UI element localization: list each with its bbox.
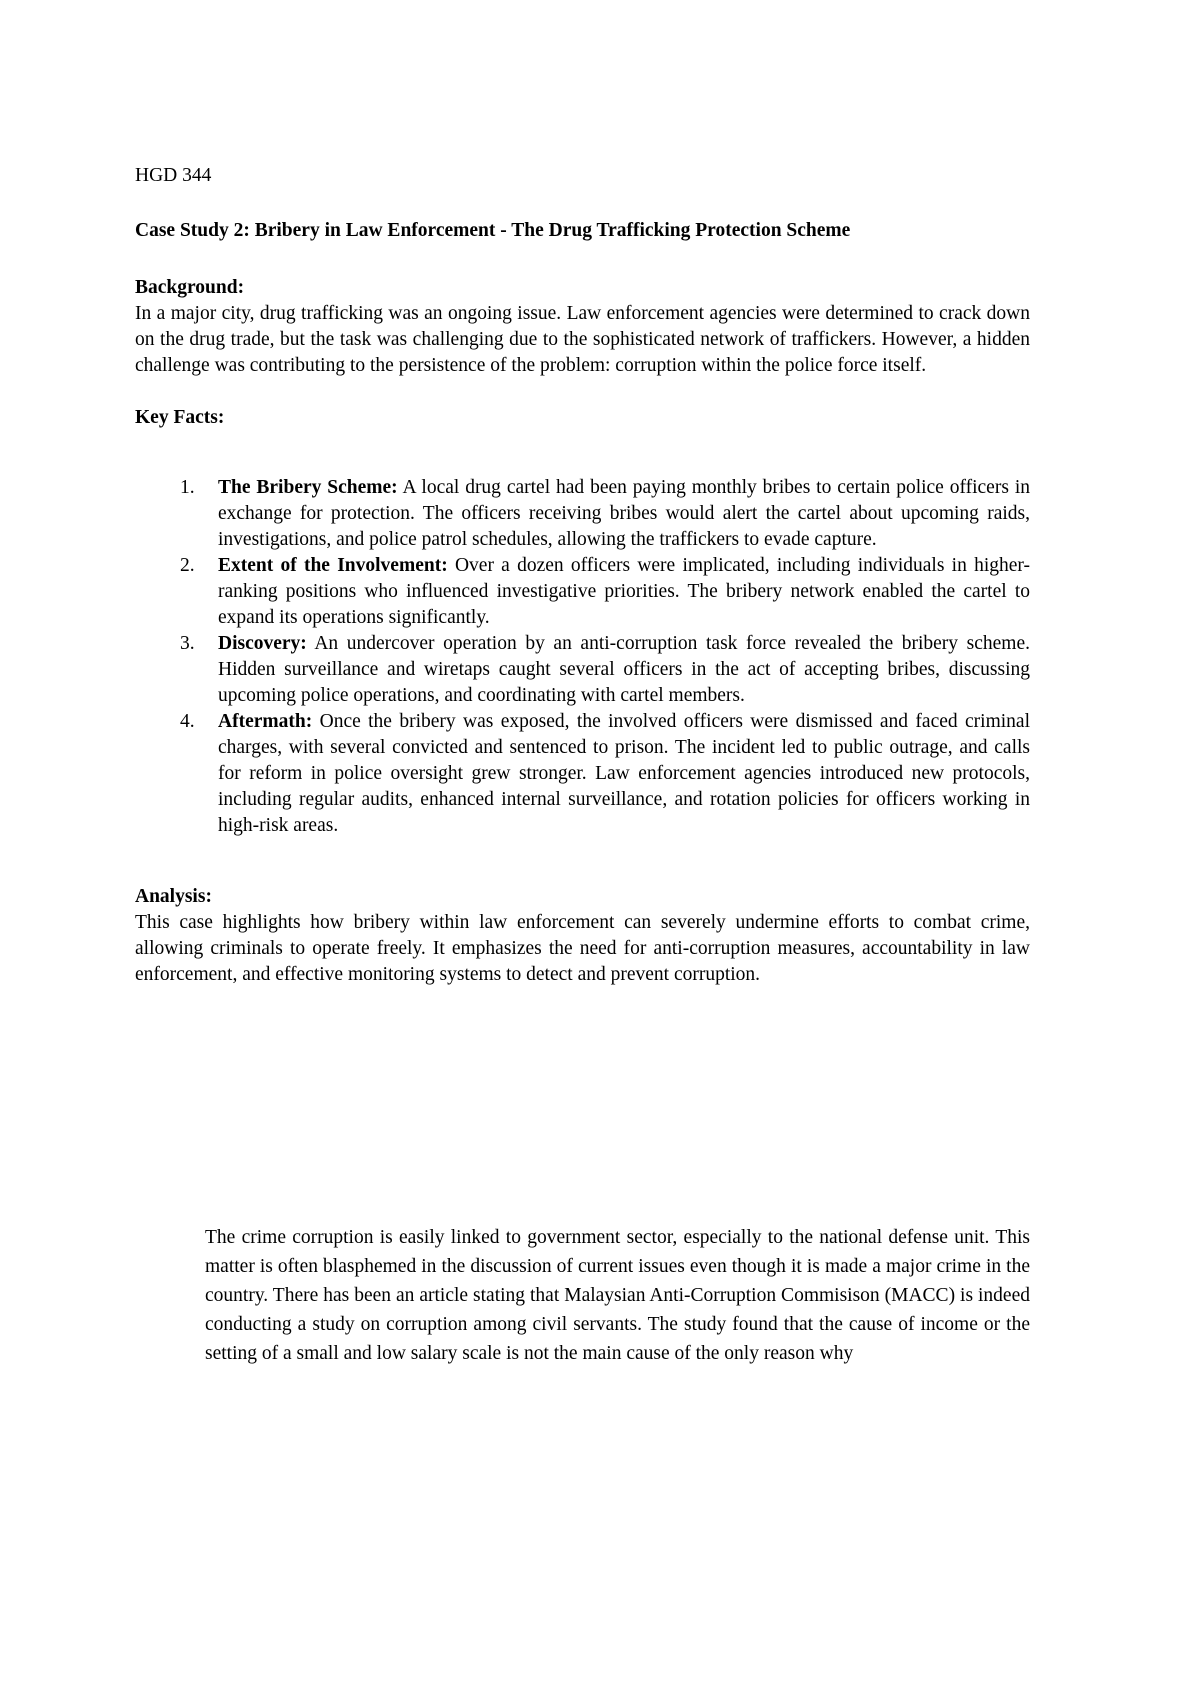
analysis-heading: Analysis:: [135, 886, 212, 907]
list-item-text: An undercover operation by an anti-corruption task force revealed the bribery scheme. Hidden surveillance and wiretaps caught several officers in the act of accepting bribes, discussing upcoming police operations, and coordinating with cartel members.: [218, 633, 1030, 706]
course-code: HGD 344: [135, 165, 212, 186]
list-item-label: Extent of the Involvement:: [218, 555, 448, 576]
list-item-number: 2.: [180, 555, 195, 576]
list-item-body: [218, 709, 1030, 839]
document-title: Case Study 2: Bribery in Law Enforcement - The Drug Trafficking Protection Scheme: [135, 220, 851, 241]
list-item-bribery-scheme: [135, 475, 1030, 553]
key-facts-list: [135, 475, 1030, 839]
background-paragraph: In a major city, drug trafficking was an ongoing issue. Law enforcement agencies were determined to crack down on the drug trade, but the task was challenging due to the sophisticated network of traffickers. However, a hidden challenge was contributing to the persistence of the problem: corruption within the police force itself.: [135, 303, 1030, 376]
list-item-body: [218, 631, 1030, 709]
analysis-paragraph: This case highlights how bribery within law enforcement can severely undermine efforts to combat crime, allowing criminals to operate freely. It emphasizes the need for anti-corruption measures, accountability in law enforcement, and effective monitoring systems to detect and prevent corruption.: [135, 912, 1030, 985]
key-facts-heading: Key Facts:: [135, 407, 225, 428]
list-item-label: Aftermath:: [218, 711, 313, 732]
list-item-aftermath: [135, 709, 1030, 839]
list-item-text: Once the bribery was exposed, the involved officers were dismissed and faced criminal charges, with several convicted and sentenced to prison. The incident led to public outrage, and calls for reform in police oversight grew stronger. Law enforcement agencies introduced new protocols, including regular audits, enhanced internal surveillance, and rotation policies for officers working in high-risk areas.: [218, 711, 1030, 836]
list-item-body: [218, 475, 1030, 553]
list-item-extent-involvement: [135, 553, 1030, 631]
list-item-discovery: [135, 631, 1030, 709]
list-item-text: Over a dozen officers were implicated, including individuals in higher-ranking positions who influenced investigative priorities. The bribery network enabled the cartel to expand its operations significantly.: [218, 555, 1031, 628]
list-item-number: 4.: [180, 711, 195, 732]
background-heading: Background:: [135, 277, 245, 298]
list-item-text: A local drug cartel had been paying monthly bribes to certain police officers in exchange for protection. The officers receiving bribes would alert the cartel about upcoming raids, investigations, and police patrol schedules, allowing the traffickers to evade capture.: [218, 477, 1030, 550]
list-item-label: Discovery:: [218, 633, 307, 654]
list-item-number: 3.: [180, 633, 195, 654]
list-item-number: 1.: [180, 477, 195, 498]
list-item-label: The Bribery Scheme:: [218, 477, 398, 498]
footer-paragraph: The crime corruption is easily linked to government sector, especially to the national defense unit. This matter is often blasphemed in the discussion of current issues even though it is made a major crime in the country. There has been an article stating that Malaysian Anti-Corruption Commisison (MACC) is indeed conducting a study on corruption among civil servants. The study found that the cause of income or the setting of a small and low salary scale is not the main cause of the only reason why: [205, 1227, 1030, 1364]
list-item-body: [218, 553, 1030, 631]
